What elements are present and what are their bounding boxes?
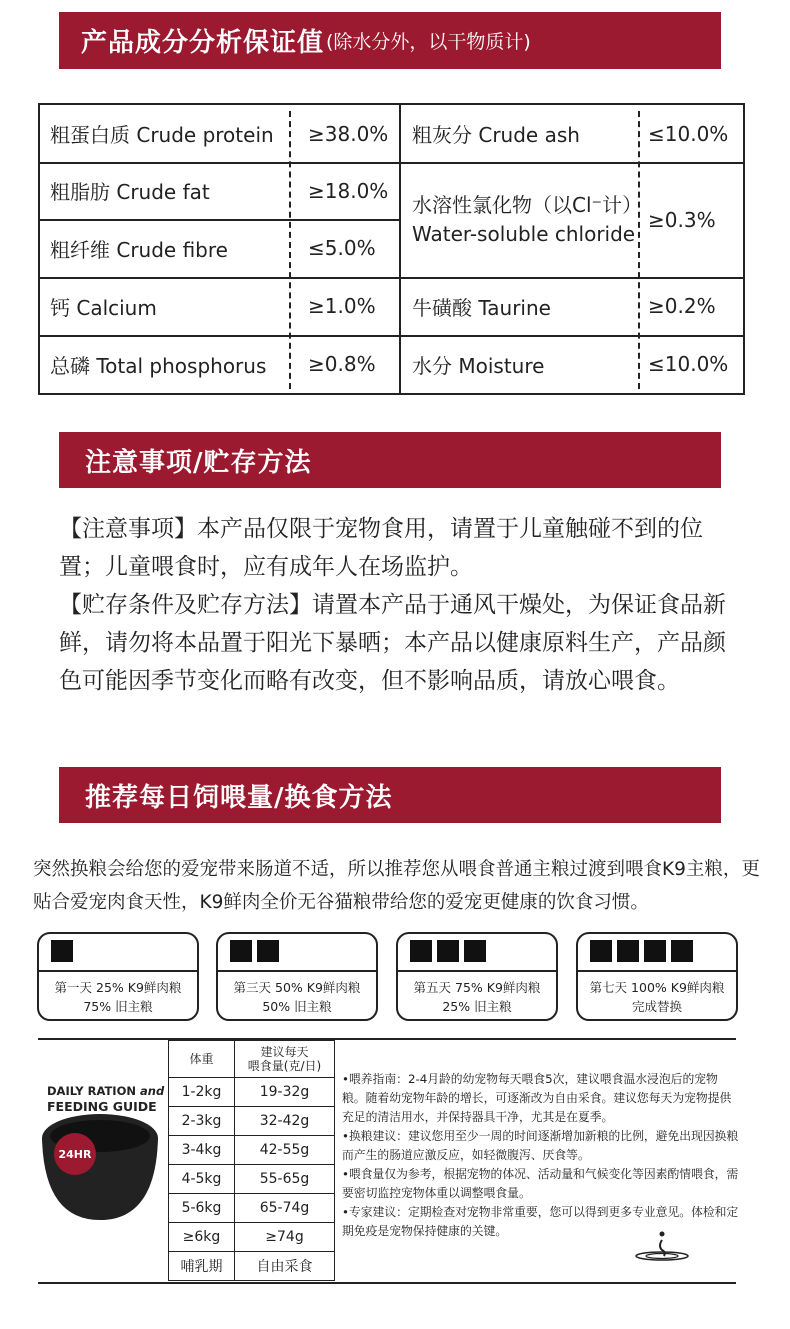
analysis-value-fat: ≥18.0% (308, 178, 389, 203)
step-label (582, 978, 732, 1016)
amount-cell: 自由采食 (235, 1252, 335, 1281)
progress-squares (230, 940, 279, 962)
analysis-name-fat: 粗脂肪 Crude fat (50, 180, 210, 204)
analysis-value-calcium: ≥1.0% (308, 294, 376, 318)
step-label (402, 978, 552, 1016)
analysis-name-phosphorus: 总磷 Total phosphorus (50, 353, 267, 378)
table-row (169, 1165, 335, 1194)
step-label-line2: 25% 旧主粮 (442, 999, 512, 1014)
step-label (222, 978, 372, 1016)
analysis-value-moisture: ≤10.0% (648, 352, 729, 376)
progress-square (671, 940, 693, 962)
weight-cell: ≥6kg (169, 1223, 235, 1252)
progress-square (410, 940, 432, 962)
analysis-name-protein: 粗蛋白质 Crude protein (50, 123, 274, 147)
feeding-section-banner (59, 767, 721, 823)
weight-cell: 4-5kg (169, 1165, 235, 1194)
table-header-weight: 体重 (169, 1041, 235, 1078)
table-header-amount-line1: 建议每天 (260, 1045, 309, 1059)
step-label-line2: 50% 旧主粮 (262, 999, 332, 1014)
progress-square (437, 940, 459, 962)
analysis-name-calcium: 钙 Calcium (50, 295, 157, 320)
24hr-badge: 24HR (54, 1133, 96, 1175)
notes-text-block (59, 510, 739, 700)
analysis-value-fibre: ≤5.0% (308, 236, 376, 260)
transition-step-day5 (396, 932, 558, 1021)
table-row (169, 1136, 335, 1165)
analysis-value-chloride: ≥0.3% (648, 207, 716, 232)
weight-cell: 1-2kg (169, 1078, 235, 1107)
progress-squares (410, 940, 486, 962)
table-row (169, 1107, 335, 1136)
analysis-name-fibre: 粗纤维 Crude fibre (50, 237, 228, 262)
amount-cell: 55-65g (235, 1165, 335, 1194)
table-header-amount (235, 1041, 335, 1078)
amount-cell: 32-42g (235, 1107, 335, 1136)
guide-bottom-rule (38, 1282, 736, 1284)
amount-cell: 19-32g (235, 1078, 335, 1107)
weight-cell: 2-3kg (169, 1107, 235, 1136)
amount-cell: ≥74g (235, 1223, 335, 1252)
step-label-line2: 75% 旧主粮 (83, 999, 153, 1014)
progress-square (230, 940, 252, 962)
analysis-value-ash: ≤10.0% (648, 121, 729, 146)
step-label-line1: 第五天 75% K9鲜肉粮 (413, 980, 541, 995)
progress-squares (590, 940, 693, 962)
table-row (169, 1252, 335, 1281)
table-header-row (169, 1041, 335, 1078)
analysis-value-taurine: ≥0.2% (648, 294, 716, 318)
guide-title-line1: DAILY RATION (47, 1084, 136, 1098)
analysis-name-ash: 粗灰分 Crude ash (412, 123, 580, 147)
guide-title-line2: FEEDING GUIDE (47, 1099, 157, 1114)
analysis-section-banner (59, 12, 721, 69)
analysis-section-subtitle: (除水分外，以干物质计) (326, 31, 531, 53)
table-row (169, 1223, 335, 1252)
guide-title-and: and (140, 1084, 165, 1098)
weight-cell: 5-6kg (169, 1194, 235, 1223)
analysis-table (38, 103, 745, 395)
transition-step-day3 (216, 932, 378, 1021)
analysis-name-taurine: 牛磺酸 Taurine (412, 295, 551, 320)
table-row (169, 1194, 335, 1223)
table-header-amount-line2: 喂食量(克/日) (247, 1059, 322, 1073)
analysis-value-protein: ≥38.0% (308, 121, 389, 146)
progress-square (617, 940, 639, 962)
analysis-value-phosphorus: ≥0.8% (308, 352, 376, 376)
tip-amount-reference: •喂食量仅为参考，根据宠物的体况、活动量和气候变化等因素酌情喂食，需要密切监控宠物体重以调整喂食量。 (342, 1167, 739, 1200)
step-label-line1: 第七天 100% K9鲜肉粮 (589, 980, 725, 995)
feeding-section-title: 推荐每日饲喂量/换食方法 (85, 782, 393, 813)
analysis-name-chloride (412, 191, 642, 249)
progress-square (51, 940, 73, 962)
tip-expert-advice: •专家建议：定期检查对宠物非常重要，您可以得到更多专业意见。体检和定期免疫是宠物保持健康的关键。 (342, 1205, 739, 1238)
amount-cell: 42-55g (235, 1136, 335, 1165)
analysis-name-chloride-en: Water-soluble chloride (412, 222, 636, 246)
step-label-line2: 完成替换 (631, 999, 682, 1014)
weight-cell: 哺乳期 (169, 1252, 235, 1281)
step-label-line1: 第三天 50% K9鲜肉粮 (233, 980, 361, 995)
progress-square (257, 940, 279, 962)
weight-cell: 3-4kg (169, 1136, 235, 1165)
feeding-tips (342, 1070, 740, 1241)
notes-section-title: 注意事项/贮存方法 (85, 447, 312, 478)
progress-square (464, 940, 486, 962)
step-label-line1: 第一天 25% K9鲜肉粮 (54, 980, 182, 995)
analysis-name-moisture: 水分 Moisture (412, 353, 545, 378)
guide-top-rule (38, 1038, 736, 1040)
step-label (43, 978, 193, 1016)
progress-squares (51, 940, 73, 962)
analysis-section-title: 产品成分分析保证值 (81, 28, 325, 58)
water-splash-icon (634, 1230, 690, 1262)
progress-square (590, 940, 612, 962)
table-row (169, 1078, 335, 1107)
feeding-intro-text: 突然换粮会给您的爱宠带来肠道不适，所以推荐您从喂食普通主粮过渡到喂食K9主粮，更贴合爱宠肉食天性，K9鲜肉全价无谷猫粮带给您的爱宠更健康的饮食习惯。 (33, 859, 760, 913)
notes-storage: 【贮存条件及贮存方法】请置本产品于通风干燥处，为保证食品新鲜，请勿将本品置于阳光下暴晒；本产品以健康原料生产，产品颜色可能因季节变化而略有改变，但不影响品质，请放心喂食。 (59, 592, 726, 694)
transition-step-day7 (576, 932, 738, 1021)
notes-precautions: 【注意事项】本产品仅限于宠物食用，请置于儿童触碰不到的位置；儿童喂食时，应有成年人在场监护。 (59, 516, 703, 580)
notes-section-banner (59, 432, 721, 488)
progress-square (644, 940, 666, 962)
transition-step-day1 (37, 932, 199, 1021)
tip-switching-food: •换粮建议：建议您用至少一周的时间逐渐增加新粮的比例，避免出现因换粮而产生的肠道应激反应，如轻微腹泻、厌食等。 (342, 1129, 739, 1162)
amount-cell: 65-74g (235, 1194, 335, 1223)
analysis-name-chloride-cn: 水溶性氯化物（以Cl⁻计） (412, 193, 643, 217)
feeding-amount-table (168, 1040, 335, 1281)
tip-feeding-guide: •喂养指南：2-4月龄的幼宠物每天喂食5次，建议喂食温水浸泡后的宠物粮。随着幼宠物年龄的增长，可逐渐改为自由采食。建议您每天为宠物提供充足的清洁用水，并保持器具干净，尤其是在夏季。 (342, 1072, 732, 1124)
